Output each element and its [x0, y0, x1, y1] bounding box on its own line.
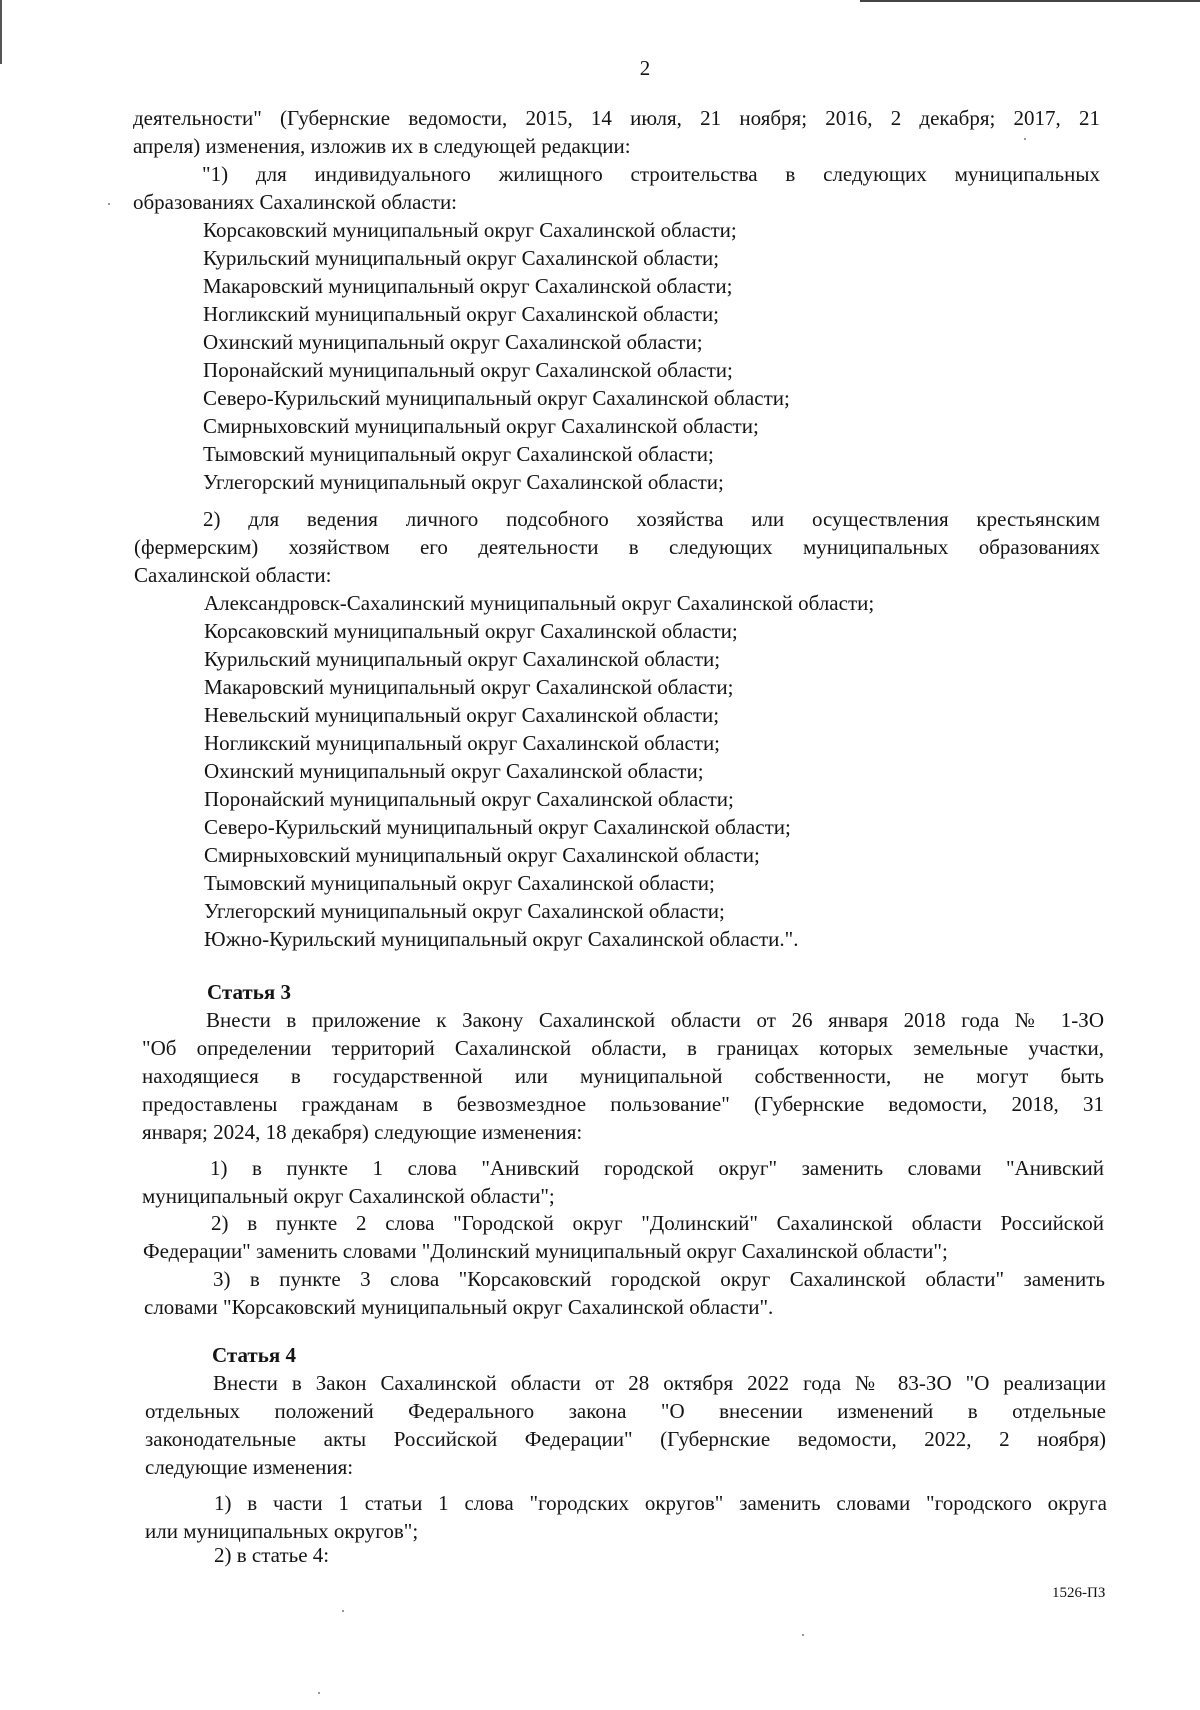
list-item: Поронайский муниципальный округ Сахалинской области; [204, 787, 734, 811]
scan-speck [802, 1634, 804, 1636]
text-line: апреля) изменения, изложив их в следующей редакции: [133, 134, 631, 158]
page-number: 2 [639, 56, 651, 80]
scan-speck [318, 1692, 320, 1694]
text-line: 1) в пункте 1 слова "Анивский городской округ" заменить словами "Анивский [210, 1156, 1104, 1180]
text-line: Сахалинской области: [134, 563, 332, 587]
item-2-paragraph [134, 505, 1100, 589]
text-line: законодательные акты Российской Федерации" (Губернские ведомости, 2022, 2 ноября) [145, 1427, 1106, 1451]
list-item: Южно-Курильский муниципальный округ Сахалинской области.". [204, 927, 799, 951]
scan-speck [108, 203, 110, 205]
article-3-intro [142, 1006, 1104, 1146]
text-line: Внести в Закон Сахалинской области от 28 октября 2022 года № 83-ЗО "О реализации [213, 1371, 1106, 1395]
text-line: или муниципальных округов"; [145, 1519, 419, 1543]
list-item: Смирныховский муниципальный округ Сахалинской области; [203, 414, 759, 438]
list-item: Северо-Курильский муниципальный округ Сахалинской области; [203, 386, 790, 410]
list-item: Ногликский муниципальный округ Сахалинской области; [204, 731, 721, 755]
list-item: Курильский муниципальный округ Сахалинской области; [203, 246, 720, 270]
text-line: "1) для индивидуального жилищного строительства в следующих муниципальных [202, 162, 1100, 186]
text-line: Внести в приложение к Закону Сахалинской области от 26 января 2018 года № 1-ЗО [206, 1008, 1104, 1032]
text-line: предоставлены гражданам в безвозмездное пользование" (Губернские ведомости, 2018, 31 [142, 1092, 1104, 1116]
scan-speck [1024, 138, 1026, 140]
text-line: словами "Корсаковский муниципальный округ Сахалинской области". [144, 1295, 774, 1319]
text-line: "Об определении территорий Сахалинской области, в границах которых земельные участки, [142, 1036, 1104, 1060]
scan-speck [342, 1610, 344, 1612]
list-item: Углегорский муниципальный округ Сахалинской области; [204, 899, 725, 923]
text-line: отдельных положений Федерального закона "О внесении изменений в отдельные [145, 1399, 1106, 1423]
text-line: 1) в части 1 статьи 1 слова "городских округов" заменить словами "городского округа [214, 1491, 1107, 1515]
list-item: Макаровский муниципальный округ Сахалинской области; [203, 274, 733, 298]
text-line: 2) в пункте 2 слова "Городской округ "Долинский" Сахалинской области Российской [211, 1211, 1104, 1235]
list-item: Александровск-Сахалинский муниципальный округ Сахалинской области; [204, 591, 875, 615]
text-line: января; 2024, 18 декабря) следующие изменения: [142, 1120, 583, 1144]
text-line: образованиях Сахалинской области: [133, 190, 458, 214]
item-1-paragraph [133, 160, 1100, 216]
list-item: Охинский муниципальный округ Сахалинской области; [203, 330, 703, 354]
list-item: Охинский муниципальный округ Сахалинской области; [204, 759, 704, 783]
list-item: Ногликский муниципальный округ Сахалинской области; [203, 302, 720, 326]
text-line: находящиеся в государственной или муниципальной собственности, не могут быть [142, 1064, 1104, 1088]
list-2 [204, 589, 874, 953]
list-1 [203, 216, 790, 496]
scan-edge-left [0, 0, 2, 64]
text-line: (фермерским) хозяйством его деятельности в следующих муниципальных образованиях [134, 535, 1100, 559]
article-4-heading: Статья 4 [212, 1343, 296, 1367]
text-line: 2) для ведения личного подсобного хозяйства или осуществления крестьянским [203, 507, 1100, 531]
article-3-item-1 [142, 1154, 1104, 1210]
list-item: Макаровский муниципальный округ Сахалинской области; [204, 675, 734, 699]
article-3-item-3 [144, 1265, 1105, 1321]
text-line: муниципальный округ Сахалинской области"; [142, 1184, 555, 1208]
article-3-item-2 [143, 1209, 1104, 1265]
list-item: Смирныховский муниципальный округ Сахалинской области; [204, 843, 760, 867]
text-line: Федерации" заменить словами "Долинский муниципальный округ Сахалинской области"; [143, 1239, 948, 1263]
list-item: Поронайский муниципальный округ Сахалинской области; [203, 358, 733, 382]
intro-paragraph [133, 104, 1100, 160]
article-4-item-1 [145, 1489, 1107, 1545]
list-item: Углегорский муниципальный округ Сахалинской области; [203, 470, 724, 494]
article-4-item-2: 2) в статье 4: [214, 1543, 330, 1567]
text-line: следующие изменения: [145, 1455, 354, 1479]
list-item: Северо-Курильский муниципальный округ Сахалинской области; [204, 815, 791, 839]
article-4-intro [145, 1369, 1106, 1481]
text-line: деятельности" (Губернские ведомости, 2015, 14 июля, 21 ноября; 2016, 2 декабря; 2017, 21 [133, 106, 1100, 130]
list-item: Невельский муниципальный округ Сахалинской области; [204, 703, 720, 727]
list-item: Курильский муниципальный округ Сахалинской области; [204, 647, 721, 671]
scan-edge-top [860, 0, 1200, 2]
text-line: 3) в пункте 3 слова "Корсаковский городской округ Сахалинской области" заменить [213, 1267, 1105, 1291]
document-code: 1526-ПЗ [1052, 1585, 1106, 1601]
article-3-heading: Статья 3 [207, 980, 291, 1004]
list-item: Корсаковский муниципальный округ Сахалинской области; [204, 619, 738, 643]
list-item: Тымовский муниципальный округ Сахалинской области; [203, 442, 714, 466]
list-item: Тымовский муниципальный округ Сахалинской области; [204, 871, 715, 895]
list-item: Корсаковский муниципальный округ Сахалинской области; [203, 218, 737, 242]
